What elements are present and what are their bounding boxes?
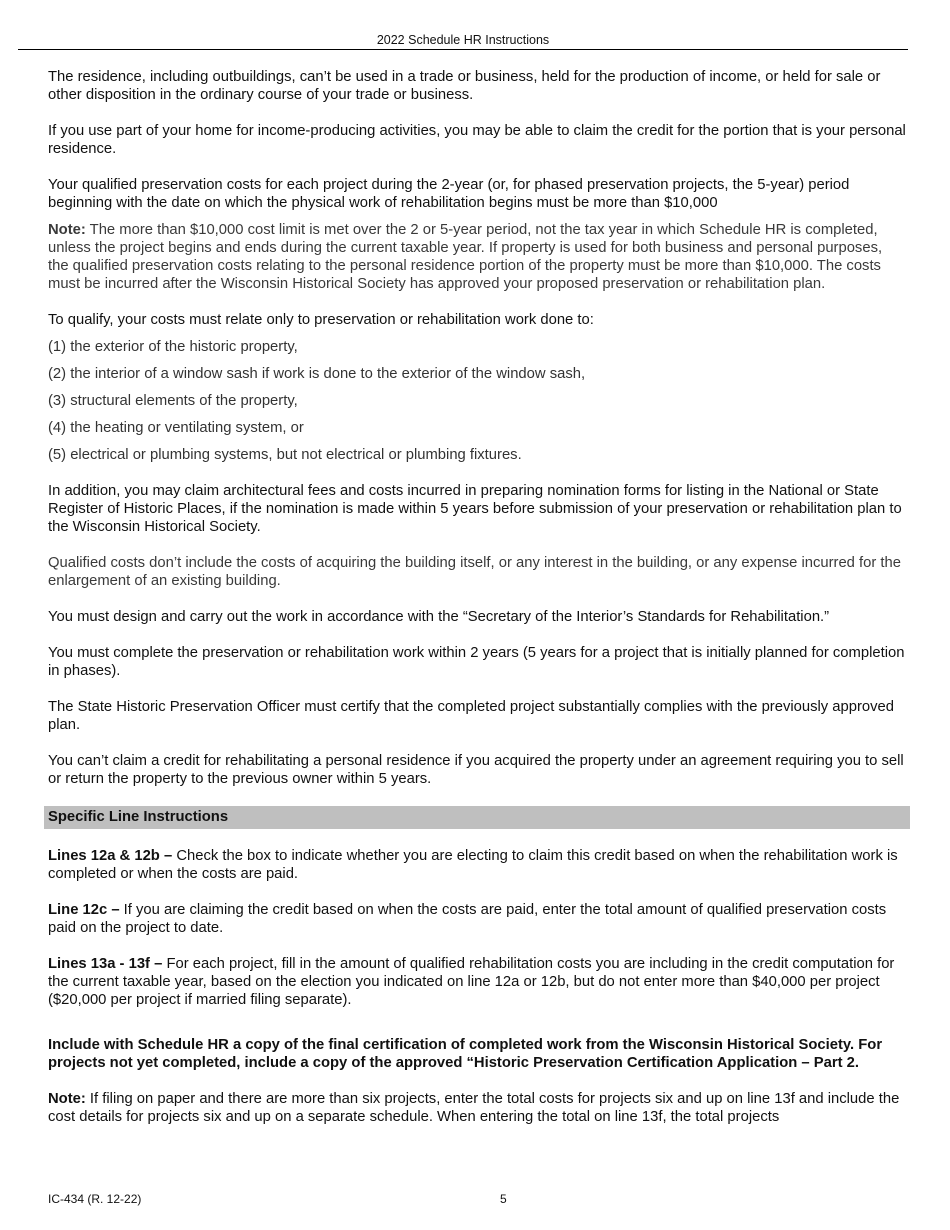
paragraph-architectural-fees: In addition, you may claim architectural fees and costs incurred in preparing nomination forms for listing in the National or State Register of Historic Places, if the nomination is made within 5 years before submission of your preservation or rehabilitation plan to the Wisconsin Historical Society.: [48, 483, 902, 535]
line-12a-12b-label: Lines 12a & 12b –: [48, 848, 173, 864]
document-body: [48, 68, 906, 1144]
line-13-instruction: [48, 955, 906, 1009]
qualify-intro: To qualify, your costs must relate only to preservation or rehabilitation work done to:: [48, 312, 594, 328]
paragraph-income-producing: If you use part of your home for income-producing activities, you may be able to claim the credit for the portion that is your personal residence.: [48, 123, 906, 157]
note-paper-label: Note:: [48, 1091, 86, 1107]
line-13-text: For each project, fill in the amount of qualified rehabilitation costs you are including in the credit computation for the current taxable year, based on the election you indicated on line 12a or 12b, but do not enter more than $40,000 per project ($20,000 per project if married filing separate).: [48, 956, 895, 1008]
line-12c-text: If you are claiming the credit based on when the costs are paid, enter the total amount of qualified preservation costs paid on the project to date.: [48, 902, 887, 936]
paragraph-certification: The State Historic Preservation Officer must certify that the completed project substantially complies with the previously approved plan.: [48, 699, 894, 733]
line-12a-12b-text: Check the box to indicate whether you are electing to claim this credit based on when the rehabilitation work is completed or when the costs are paid.: [48, 848, 898, 882]
qualify-item-1: (1) the exterior of the historic property,: [48, 339, 298, 355]
paragraph-residence-use: The residence, including outbuildings, can’t be used in a trade or business, held for the production of income, or held for sale or other disposition in the ordinary course of your trade or business.: [48, 69, 881, 103]
include-certification-notice: [48, 1036, 906, 1072]
paragraph-excluded-costs: Qualified costs don’t include the costs of acquiring the building itself, or any interest in the building, or any expense incurred for the enlargement of an existing building.: [48, 555, 901, 589]
paragraph-standards: You must design and carry out the work in accordance with the “Secretary of the Interior’s Standards for Rehabilitation.”: [48, 609, 830, 625]
include-certification-text: Include with Schedule HR a copy of the final certification of completed work from the Wisconsin Historical Society. For projects not yet completed, include a copy of the approved “Historic Preservation Certification Application – Part 2.: [48, 1037, 883, 1071]
qualify-item-3: (3) structural elements of the property,: [48, 393, 298, 409]
line-12a-12b-instruction: [48, 847, 906, 883]
line-13-label: Lines 13a - 13f –: [48, 956, 163, 972]
section-heading: Specific Line Instructions: [44, 806, 910, 829]
note-cost-limit: [48, 221, 906, 293]
line-12c-label: Line 12c –: [48, 902, 120, 918]
qualify-item-5: (5) electrical or plumbing systems, but not electrical or plumbing fixtures.: [48, 447, 522, 463]
paragraph-cost-threshold: Your qualified preservation costs for each project during the 2-year (or, for phased preservation projects, the 5-year) period beginning with the date on which the physical work of rehabilitation begins must be more than $10,000: [48, 177, 850, 211]
paragraph-acquisition-restriction: You can’t claim a credit for rehabilitating a personal residence if you acquired the property under an agreement requiring you to sell or return the property to the previous owner within 5 years.: [48, 753, 904, 787]
line-12c-instruction: [48, 901, 906, 937]
page-number: 5: [500, 1192, 507, 1206]
note-text: The more than $10,000 cost limit is met over the 2 or 5-year period, not the tax year in which Schedule HR is completed, unless the project begins and ends during the current taxable year. If property is used for both business and personal purposes, the qualified preservation costs relating to the personal residence portion of the property must be more than $10,000. The costs must be incurred after the Wisconsin Historical Society has approved your proposed preservation or rehabilitation plan.: [48, 222, 883, 292]
page-header: 2022 Schedule HR Instructions: [18, 33, 908, 50]
qualify-item-2: (2) the interior of a window sash if work is done to the exterior of the window sash,: [48, 366, 586, 382]
note-label: Note:: [48, 222, 86, 238]
paragraph-completion-period: You must complete the preservation or rehabilitation work within 2 years (5 years for a project that is initially planned for completion in phases).: [48, 645, 905, 679]
qualify-item-4: (4) the heating or ventilating system, or: [48, 420, 304, 436]
note-paper-text: If filing on paper and there are more than six projects, enter the total costs for projects six and up on line 13f and include the cost details for projects six and up on a separate schedule. When entering the total on line 13f, the total projects: [48, 1091, 900, 1125]
note-paper-filing: [48, 1090, 906, 1126]
form-identifier: IC-434 (R. 12-22): [48, 1192, 142, 1206]
